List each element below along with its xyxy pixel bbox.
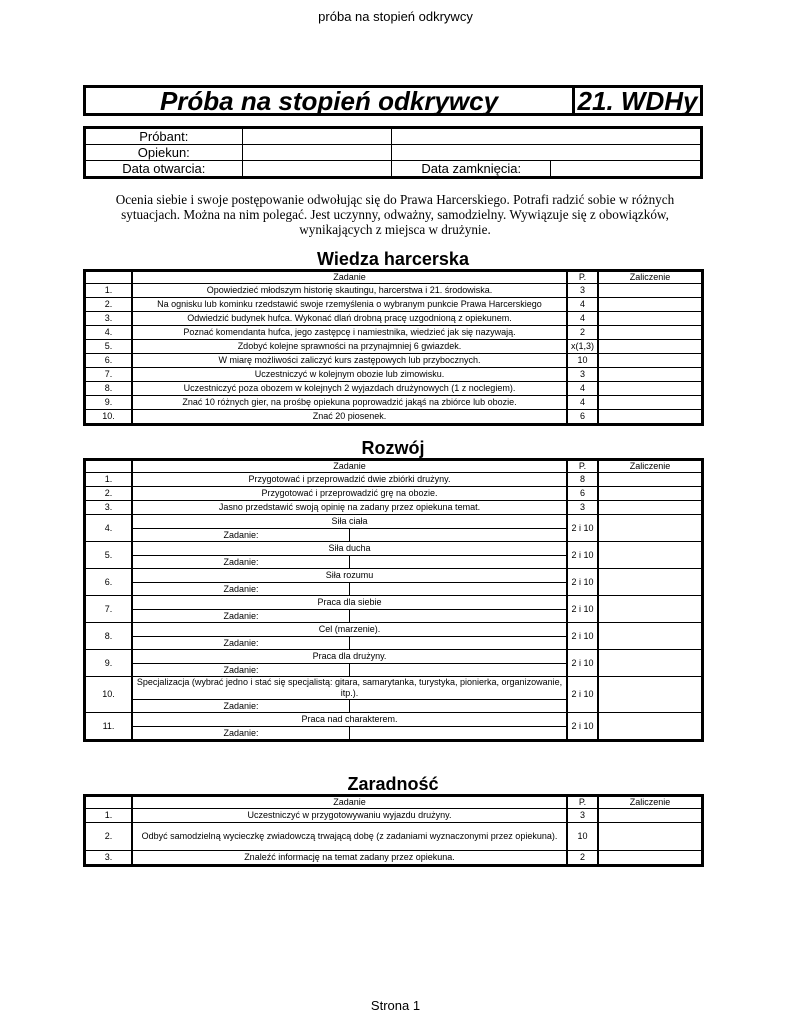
zaradnosc-table [83,794,704,867]
row-task: Siła rozumu [132,569,567,583]
row-credit-field[interactable] [598,368,703,382]
row-credit-field[interactable] [598,569,703,596]
header-points: P. [567,796,598,809]
row-credit-field[interactable] [598,501,703,515]
row-task: Znaleźć informację na temat zadany przez opiekuna. [132,851,567,866]
row-points: 2 [567,326,598,340]
row-task: Praca nad charakterem. [132,713,567,727]
table-row [85,326,703,340]
row-credit-field[interactable] [598,354,703,368]
row-credit-field[interactable] [598,823,703,851]
row-number: 3. [85,851,133,866]
table-row [85,487,703,501]
info-table [83,126,703,179]
row-points: 4 [567,396,598,410]
row-number: 3. [85,312,133,326]
row-credit-field[interactable] [598,396,703,410]
table-row [85,312,703,326]
row-number: 8. [85,382,133,396]
row-points: 2 i 10 [567,569,598,596]
row-points: 2 i 10 [567,596,598,623]
header-credit: Zaliczenie [598,796,703,809]
row-task: Uczestniczyć poza obozem w kolejnych 2 wyjazdach drużynowych (1 z noclegiem). [132,382,567,396]
header-credit: Zaliczenie [598,460,703,473]
table-row [85,596,703,610]
row-points: 3 [567,501,598,515]
opiekun-field[interactable] [242,145,392,161]
header-no-cell [85,271,133,284]
row-task: Odwiedzić budynek hufca. Wykonać dlań drobną pracę uzgodnioną z opiekunem. [132,312,567,326]
row-points: 2 i 10 [567,623,598,650]
row-task: W miarę możliwości zaliczyć kurs zastępowych lub przybocznych. [132,354,567,368]
row-points: 2 i 10 [567,515,598,542]
probant-field[interactable] [242,128,392,145]
header-credit: Zaliczenie [598,271,703,284]
table-row [85,382,703,396]
row-number: 7. [85,596,133,623]
row-task: Zdobyć kolejne sprawności na przynajmniej 6 gwiazdek. [132,340,567,354]
table-row [85,410,703,425]
table-row [85,823,703,851]
subtask-label: Zadanie: [132,556,350,569]
row-number: 4. [85,326,133,340]
row-task: Poznać komendanta hufca, jego zastępcę i namiestnika, wiedzieć jak się nazywają. [132,326,567,340]
opiekun-extra-field[interactable] [392,145,702,161]
subtask-field[interactable] [350,727,568,741]
table-row [85,677,703,700]
row-credit-field[interactable] [598,623,703,650]
document-title: Próba na stopień odkrywcy [86,88,575,113]
row-points: 2 i 10 [567,713,598,741]
table-row [85,569,703,583]
row-credit-field[interactable] [598,851,703,866]
row-points: 6 [567,487,598,501]
row-number: 1. [85,284,133,298]
row-credit-field[interactable] [598,809,703,823]
table-row [85,396,703,410]
row-credit-field[interactable] [598,382,703,396]
row-task: Przygotować i przeprowadzić grę na obozie. [132,487,567,501]
row-credit-field[interactable] [598,542,703,569]
subtask-label: Zadanie: [132,727,350,741]
table-row [85,515,703,529]
header-points: P. [567,460,598,473]
subtask-field[interactable] [350,637,568,650]
table-row [85,501,703,515]
row-task: Znać 10 różnych gier, na prośbę opiekuna poprowadzić jakąś na zbiórce lub obozie. [132,396,567,410]
row-credit-field[interactable] [598,650,703,677]
row-credit-field[interactable] [598,596,703,623]
row-number: 6. [85,354,133,368]
row-credit-field[interactable] [598,410,703,425]
subtask-label: Zadanie: [132,700,350,713]
close-date-label: Data zamknięcia: [392,161,551,178]
row-number: 10. [85,410,133,425]
table-row [85,650,703,664]
wiedza-table [83,269,704,426]
row-credit-field[interactable] [598,298,703,312]
team-name: 21. WDHy [577,86,698,116]
row-points: 2 i 10 [567,542,598,569]
row-task: Praca dla siebie [132,596,567,610]
row-number: 5. [85,542,133,569]
row-number: 9. [85,650,133,677]
table-row [85,340,703,354]
row-task: Przygotować i przeprowadzić dwie zbiórki drużyny. [132,473,567,487]
title-bar [83,85,703,116]
row-task: Cel (marzenie). [132,623,567,637]
row-credit-field[interactable] [598,284,703,298]
row-points: 2 i 10 [567,677,598,713]
probant-label: Próbant: [85,128,243,145]
header-task: Zadanie [132,796,567,809]
row-points: 4 [567,312,598,326]
row-points: 3 [567,284,598,298]
table-row [85,368,703,382]
subtask-field[interactable] [350,664,568,677]
table-row [85,473,703,487]
row-credit-field[interactable] [598,677,703,713]
intro-text: Ocenia siebie i swoje postępowanie odwołując się do Prawa Harcerskiego. Potrafi radzić sobie w różnych sytuacjach. Można na nim polegać. Jest uczynny, odważny, samodzielny. Wywiązuje się z obowiązków, wynikających z miejsca w drużynie. [115,192,675,237]
opiekun-label: Opiekun: [85,145,243,161]
row-number: 7. [85,368,133,382]
row-task: Specjalizacja (wybrać jedno i stać się specjalistą: gitara, samarytanka, turystyka, pionierka, organizowanie, itp.). [132,677,567,700]
table-row [85,809,703,823]
section-title-rozwoj: Rozwój [361,438,425,458]
row-points: x(1,3) [567,340,598,354]
row-points: 2 [567,851,598,866]
subtask-label: Zadanie: [132,637,350,650]
table-row [85,298,703,312]
subtask-field[interactable] [350,556,568,569]
table-row [85,284,703,298]
subtask-field[interactable] [350,610,568,623]
row-task: Siła ciała [132,515,567,529]
open-date-label: Data otwarcia: [85,161,243,178]
row-credit-field[interactable] [598,473,703,487]
row-number: 11. [85,713,133,741]
row-task: Odbyć samodzielną wycieczkę zwiadowczą trwającą dobę (z zadaniami wyznaczonymi przez opiekuna). [132,823,567,851]
subtask-label: Zadanie: [132,610,350,623]
table-header-row [85,460,703,473]
row-task: Siła ducha [132,542,567,556]
row-task: Jasno przedstawić swoją opinię na zadany przez opiekuna temat. [132,501,567,515]
table-row [85,713,703,727]
row-number: 3. [85,501,133,515]
row-points: 6 [567,410,598,425]
row-task: Znać 20 piosenek. [132,410,567,425]
row-task: Uczestniczyć w przygotowywaniu wyjazdu drużyny. [132,809,567,823]
section-title-zaradnosc: Zaradność [347,774,439,794]
table-header-row [85,271,703,284]
row-points: 8 [567,473,598,487]
row-points: 3 [567,809,598,823]
row-credit-field[interactable] [598,340,703,354]
row-credit-field[interactable] [598,713,703,741]
table-row [85,542,703,556]
table-row [85,354,703,368]
subtask-label: Zadanie: [132,664,350,677]
row-points: 2 i 10 [567,650,598,677]
row-number: 2. [85,298,133,312]
header-task: Zadanie [132,271,567,284]
row-number: 1. [85,809,133,823]
row-number: 5. [85,340,133,354]
subtask-label: Zadanie: [132,583,350,596]
row-number: 4. [85,515,133,542]
row-number: 2. [85,823,133,851]
subtask-field[interactable] [350,700,568,713]
row-credit-field[interactable] [598,515,703,542]
page-header: próba na stopień odkrywcy [318,9,473,24]
row-points: 4 [567,298,598,312]
probant-extra-field[interactable] [392,128,702,145]
subtask-label: Zadanie: [132,529,350,542]
row-points: 10 [567,823,598,851]
rozwoj-table [83,458,704,742]
row-credit-field[interactable] [598,312,703,326]
open-date-field[interactable] [242,161,392,178]
row-number: 6. [85,569,133,596]
table-row [85,851,703,866]
subtask-field[interactable] [350,529,568,542]
row-points: 3 [567,368,598,382]
row-number: 9. [85,396,133,410]
row-number: 8. [85,623,133,650]
row-number: 2. [85,487,133,501]
row-task: Praca dla drużyny. [132,650,567,664]
row-task: Opowiedzieć młodszym historię skautingu, harcerstwa i 21. środowiska. [132,284,567,298]
row-number: 1. [85,473,133,487]
page-footer: Strona 1 [370,998,421,1013]
row-points: 4 [567,382,598,396]
header-points: P. [567,271,598,284]
subtask-field[interactable] [350,583,568,596]
row-points: 10 [567,354,598,368]
header-no-cell [85,796,133,809]
table-row [85,623,703,637]
row-credit-field[interactable] [598,487,703,501]
header-task: Zadanie [132,460,567,473]
section-title-wiedza: Wiedza harcerska [317,249,469,269]
row-task: Uczestniczyć w kolejnym obozie lub zimowisku. [132,368,567,382]
close-date-field[interactable] [551,161,702,178]
row-task: Na ognisku lub kominku rzedstawić swoje rzemyślenia o wybranym punkcie Prawa Harcerskiego [132,298,567,312]
header-no-cell [85,460,133,473]
table-header-row [85,796,703,809]
row-number: 10. [85,677,133,713]
row-credit-field[interactable] [598,326,703,340]
